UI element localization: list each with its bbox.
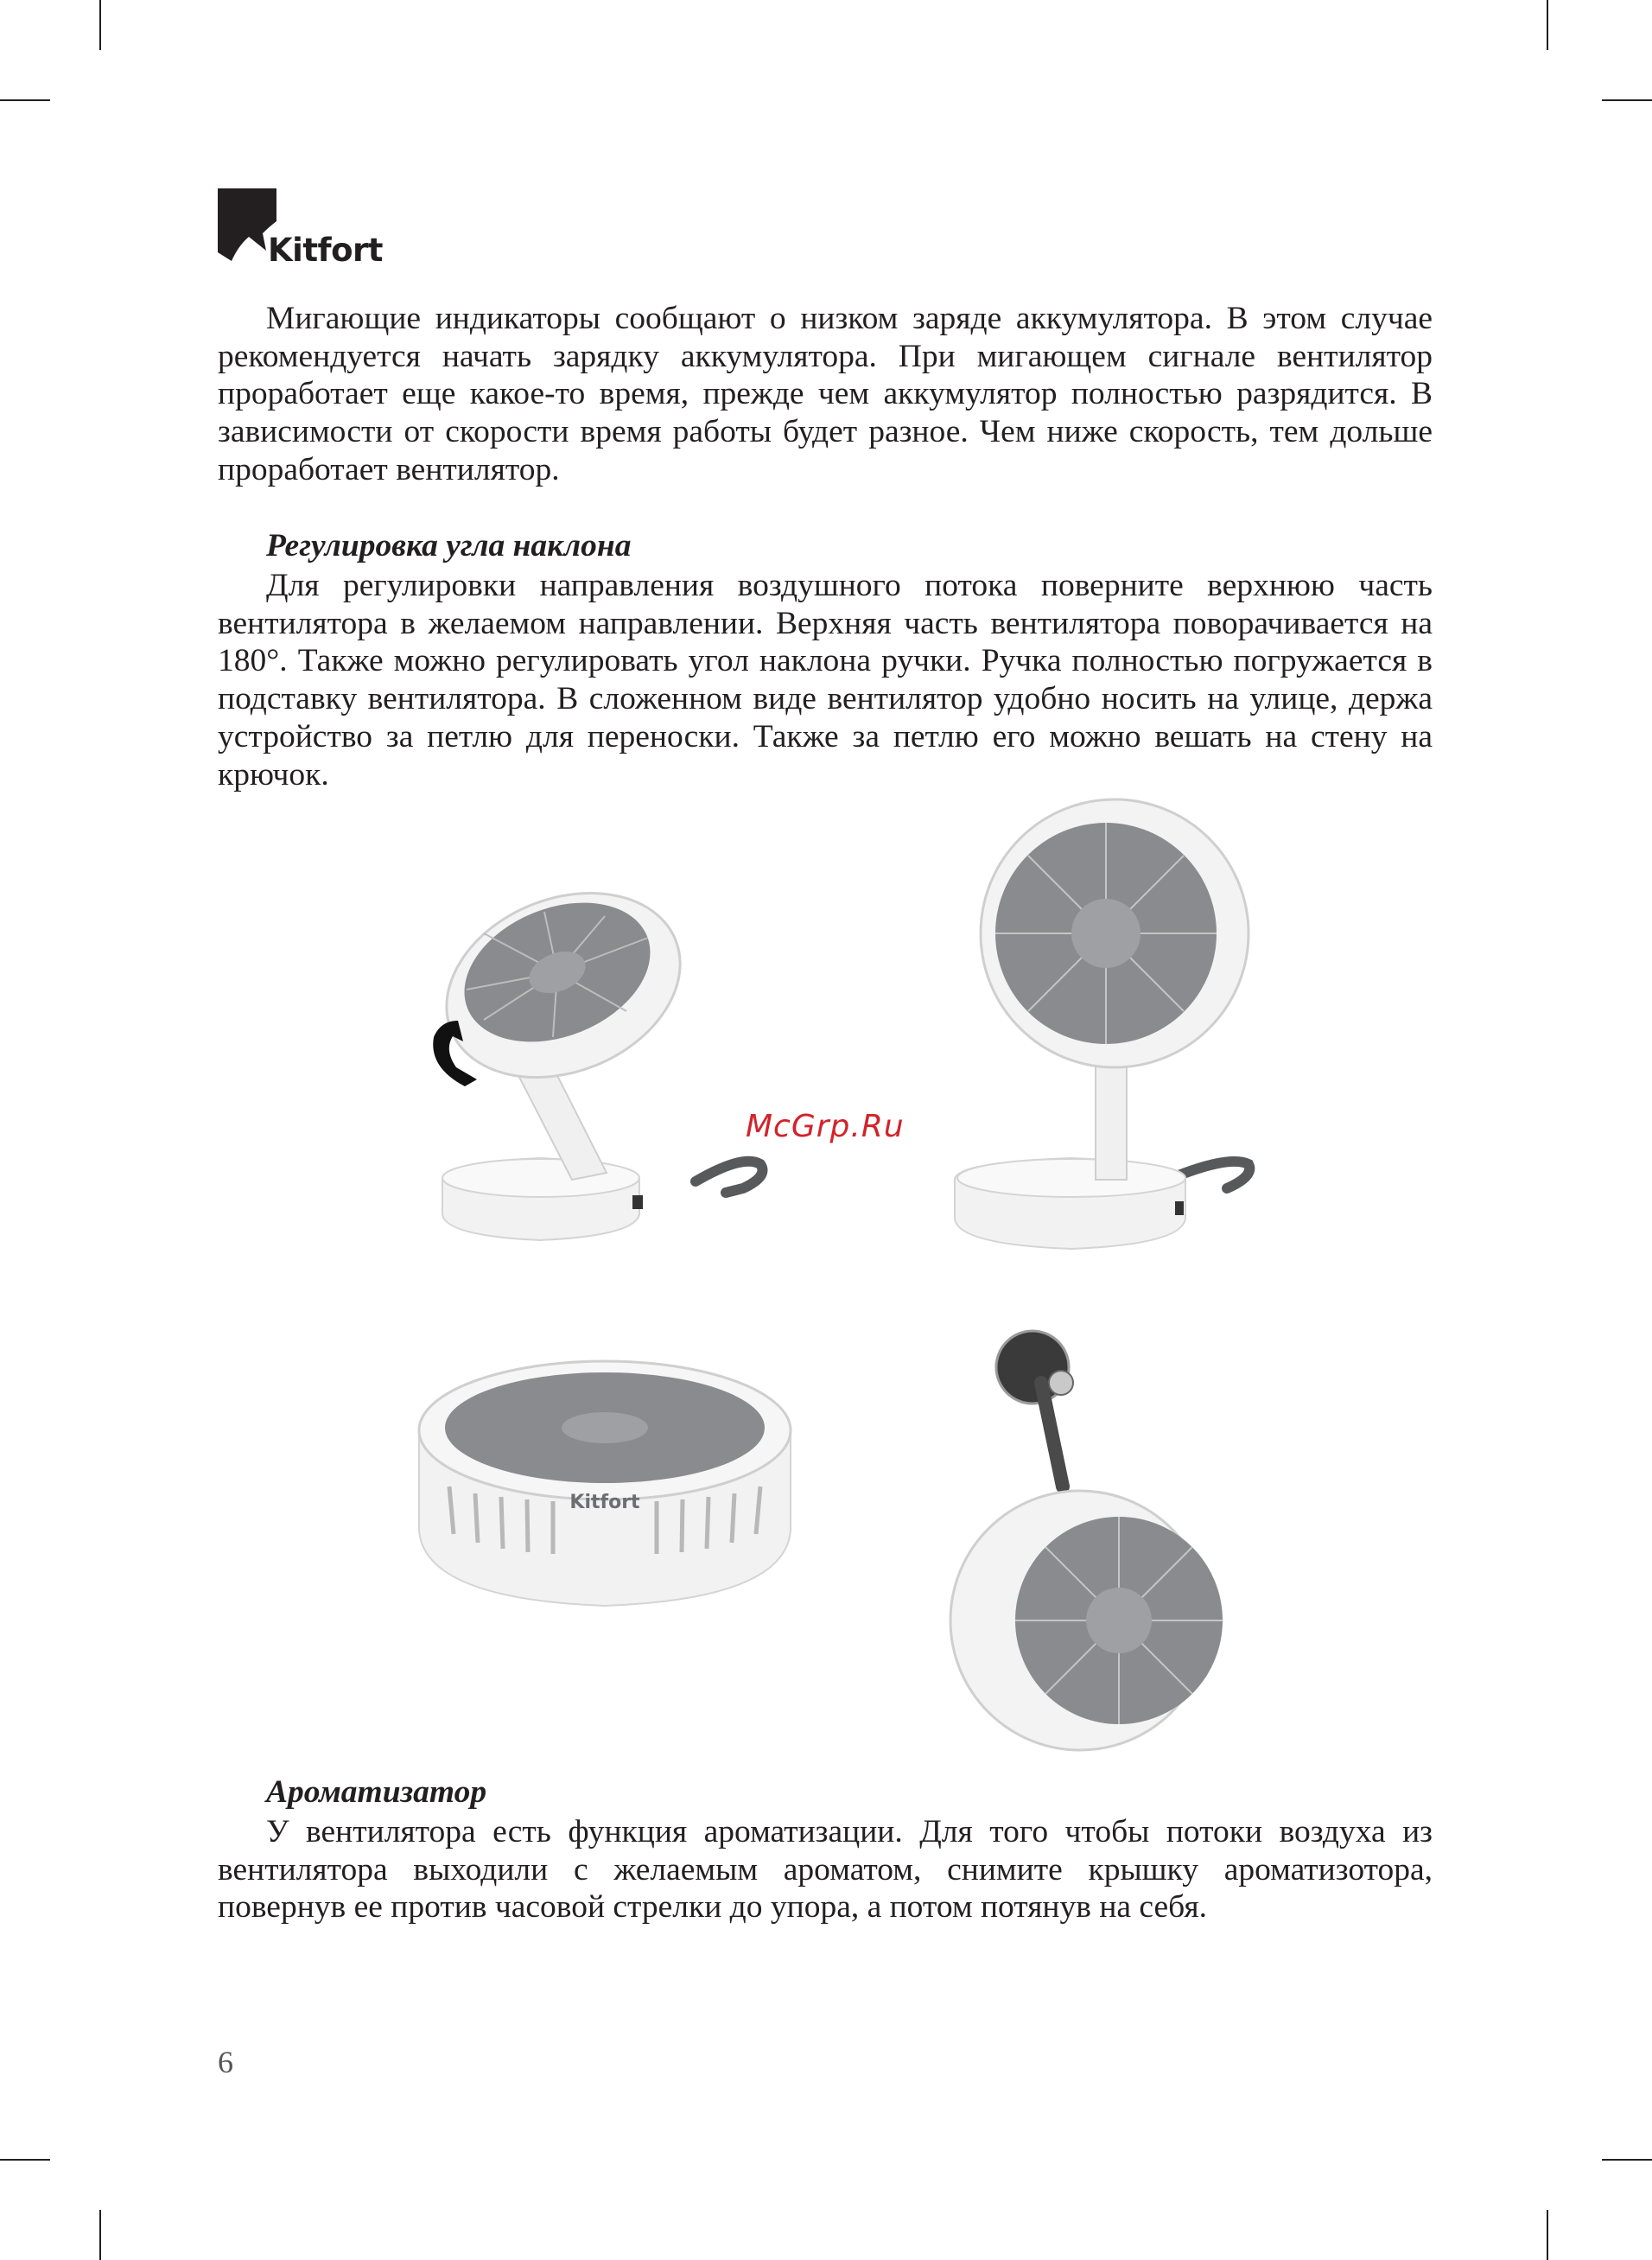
carry-loop bbox=[696, 1162, 763, 1193]
crop-mark bbox=[99, 0, 101, 50]
crop-mark bbox=[0, 2159, 50, 2161]
aroma-heading: Ароматизатор bbox=[266, 1774, 487, 1810]
aroma-paragraph: У вентилятора есть функция ароматизации. Для того чтобы потоки воздуха из вентилятора выходили с желаемым ароматом, снимите крышку ароматизотора, повернув ее против часовой стрелки до упора, а потом потянув на себя. bbox=[218, 1814, 1433, 1926]
crop-mark bbox=[0, 99, 50, 101]
page-number: 6 bbox=[218, 2045, 233, 2079]
crop-mark bbox=[1602, 2159, 1652, 2161]
hanging-fan-figure bbox=[942, 1322, 1244, 1763]
fan-hub bbox=[562, 1412, 648, 1443]
crop-mark bbox=[1547, 2210, 1548, 2260]
crop-mark bbox=[1602, 99, 1652, 101]
fan-stand-arm bbox=[1096, 1050, 1127, 1180]
fan-hub bbox=[1086, 1588, 1152, 1653]
watermark: McGrp.Ru bbox=[746, 1109, 905, 1144]
fan-hub bbox=[1071, 899, 1141, 968]
brand-name: Kitfort bbox=[268, 232, 383, 269]
upright-fan-figure bbox=[942, 791, 1305, 1257]
folded-fan-figure bbox=[415, 1348, 795, 1616]
tilt-paragraph: Для регулировки направления воздушного потока поверните верхнюю часть вентилятора в желаемом направлении. Верхняя часть вентилятора поворачивается на 180°. Также можно регулировать угол наклона ручки. Ручка полностью погружается в подставку вентилятора. В сложенном виде вентилятор удобно носить на улице, держа устройство за петлю для переноски. Также за петлю его можно вешать на стену на крючок. bbox=[218, 568, 1433, 793]
fan-brand-label: Kitfort bbox=[569, 1492, 640, 1513]
crop-mark bbox=[99, 2210, 101, 2260]
low-battery-paragraph: Мигающие индикаторы сообщают о низком заряде аккумулятора. В этом случае рекомендуется начать зарядку аккумулятора. При мигающем сигнале вентилятор проработает еще какое-то время, прежде чем аккумулятор полностью разрядится. В зависимости от скорости время работы будет разное. Чем ниже скорость, тем дольше проработает вентилятор. bbox=[218, 301, 1433, 487]
crop-mark bbox=[1547, 0, 1548, 50]
tilt-heading: Регулировка угла наклона bbox=[266, 528, 632, 563]
usb-port bbox=[632, 1195, 643, 1209]
usb-port bbox=[1175, 1201, 1184, 1215]
tilted-fan-figure bbox=[380, 851, 786, 1257]
